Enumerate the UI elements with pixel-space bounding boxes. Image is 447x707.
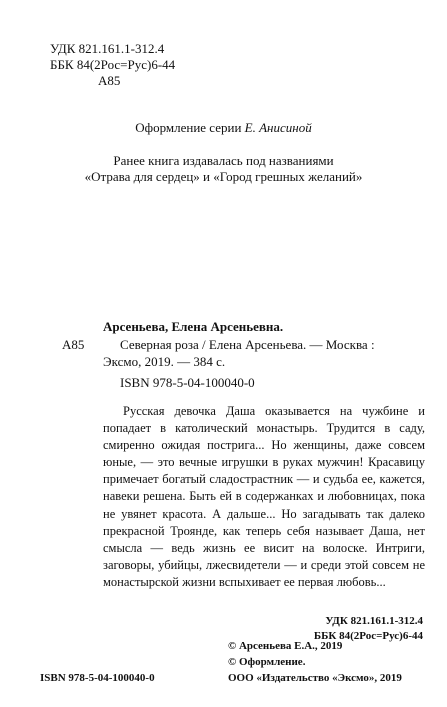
copyright-design: © Оформление.	[228, 656, 306, 668]
card-title-line2: Эксмо, 2019. — 384 с.	[103, 354, 226, 369]
copyright-author: © Арсеньева Е.А., 2019	[228, 640, 343, 652]
bottom-bbk-code: ББК 84(2Рос=Рус)6-44	[313, 630, 423, 642]
annotation: Русская девочка Даша оказывается на чужбине и попадает в католический монастырь. Трудится в саду, смиренно ожидая пострига... Но женщины, даже совсем юные, — это вечные игрушки в руках мужчин! Красавицу примечает богатый сладострастник — и судьба ее, кажется, навеки решена. Быть ей в содержанках и любовницах, пока не увянет красота. А дальше... Но загадывать так далеко прекрасной Трояндe, как теперь себя называет Даша, нет смысла — ведь жизнь ее висит на волоске. Интриги, заговоры, убийцы, лжесвидетели — и среди этой совсем не монастырской жизни вспыхивает ее первая любовь...	[103, 404, 425, 589]
bbk-code: ББК 84(2Рос=Рус)6-44	[50, 57, 176, 72]
udk-code: УДК 821.161.1-312.4	[50, 41, 165, 56]
design-credit-prefix: Оформление серии	[135, 120, 242, 135]
design-credit-name: Е. Анисиной	[244, 120, 312, 135]
bottom-udk-code: УДК 821.161.1-312.4	[325, 615, 423, 627]
design-credit	[0, 120, 447, 135]
card-title-line1: Северная роза / Елена Арсеньева. — Москва :	[120, 337, 375, 352]
previous-titles-line1: Ранее книга издавалась под названиями	[113, 153, 334, 168]
copyright-publisher: ООО «Издательство «Эксмо», 2019	[228, 672, 402, 684]
copyright-isbn: ISBN 978-5-04-100040-0	[40, 672, 155, 684]
card-author: Арсеньева, Елена Арсеньевна.	[103, 319, 284, 334]
author-mark: А85	[98, 73, 121, 88]
card-isbn: ISBN 978-5-04-100040-0	[120, 375, 255, 390]
card-author-mark: А85	[62, 337, 85, 352]
previous-titles-line2: «Отрава для сердец» и «Город грешных желаний»	[84, 169, 363, 184]
